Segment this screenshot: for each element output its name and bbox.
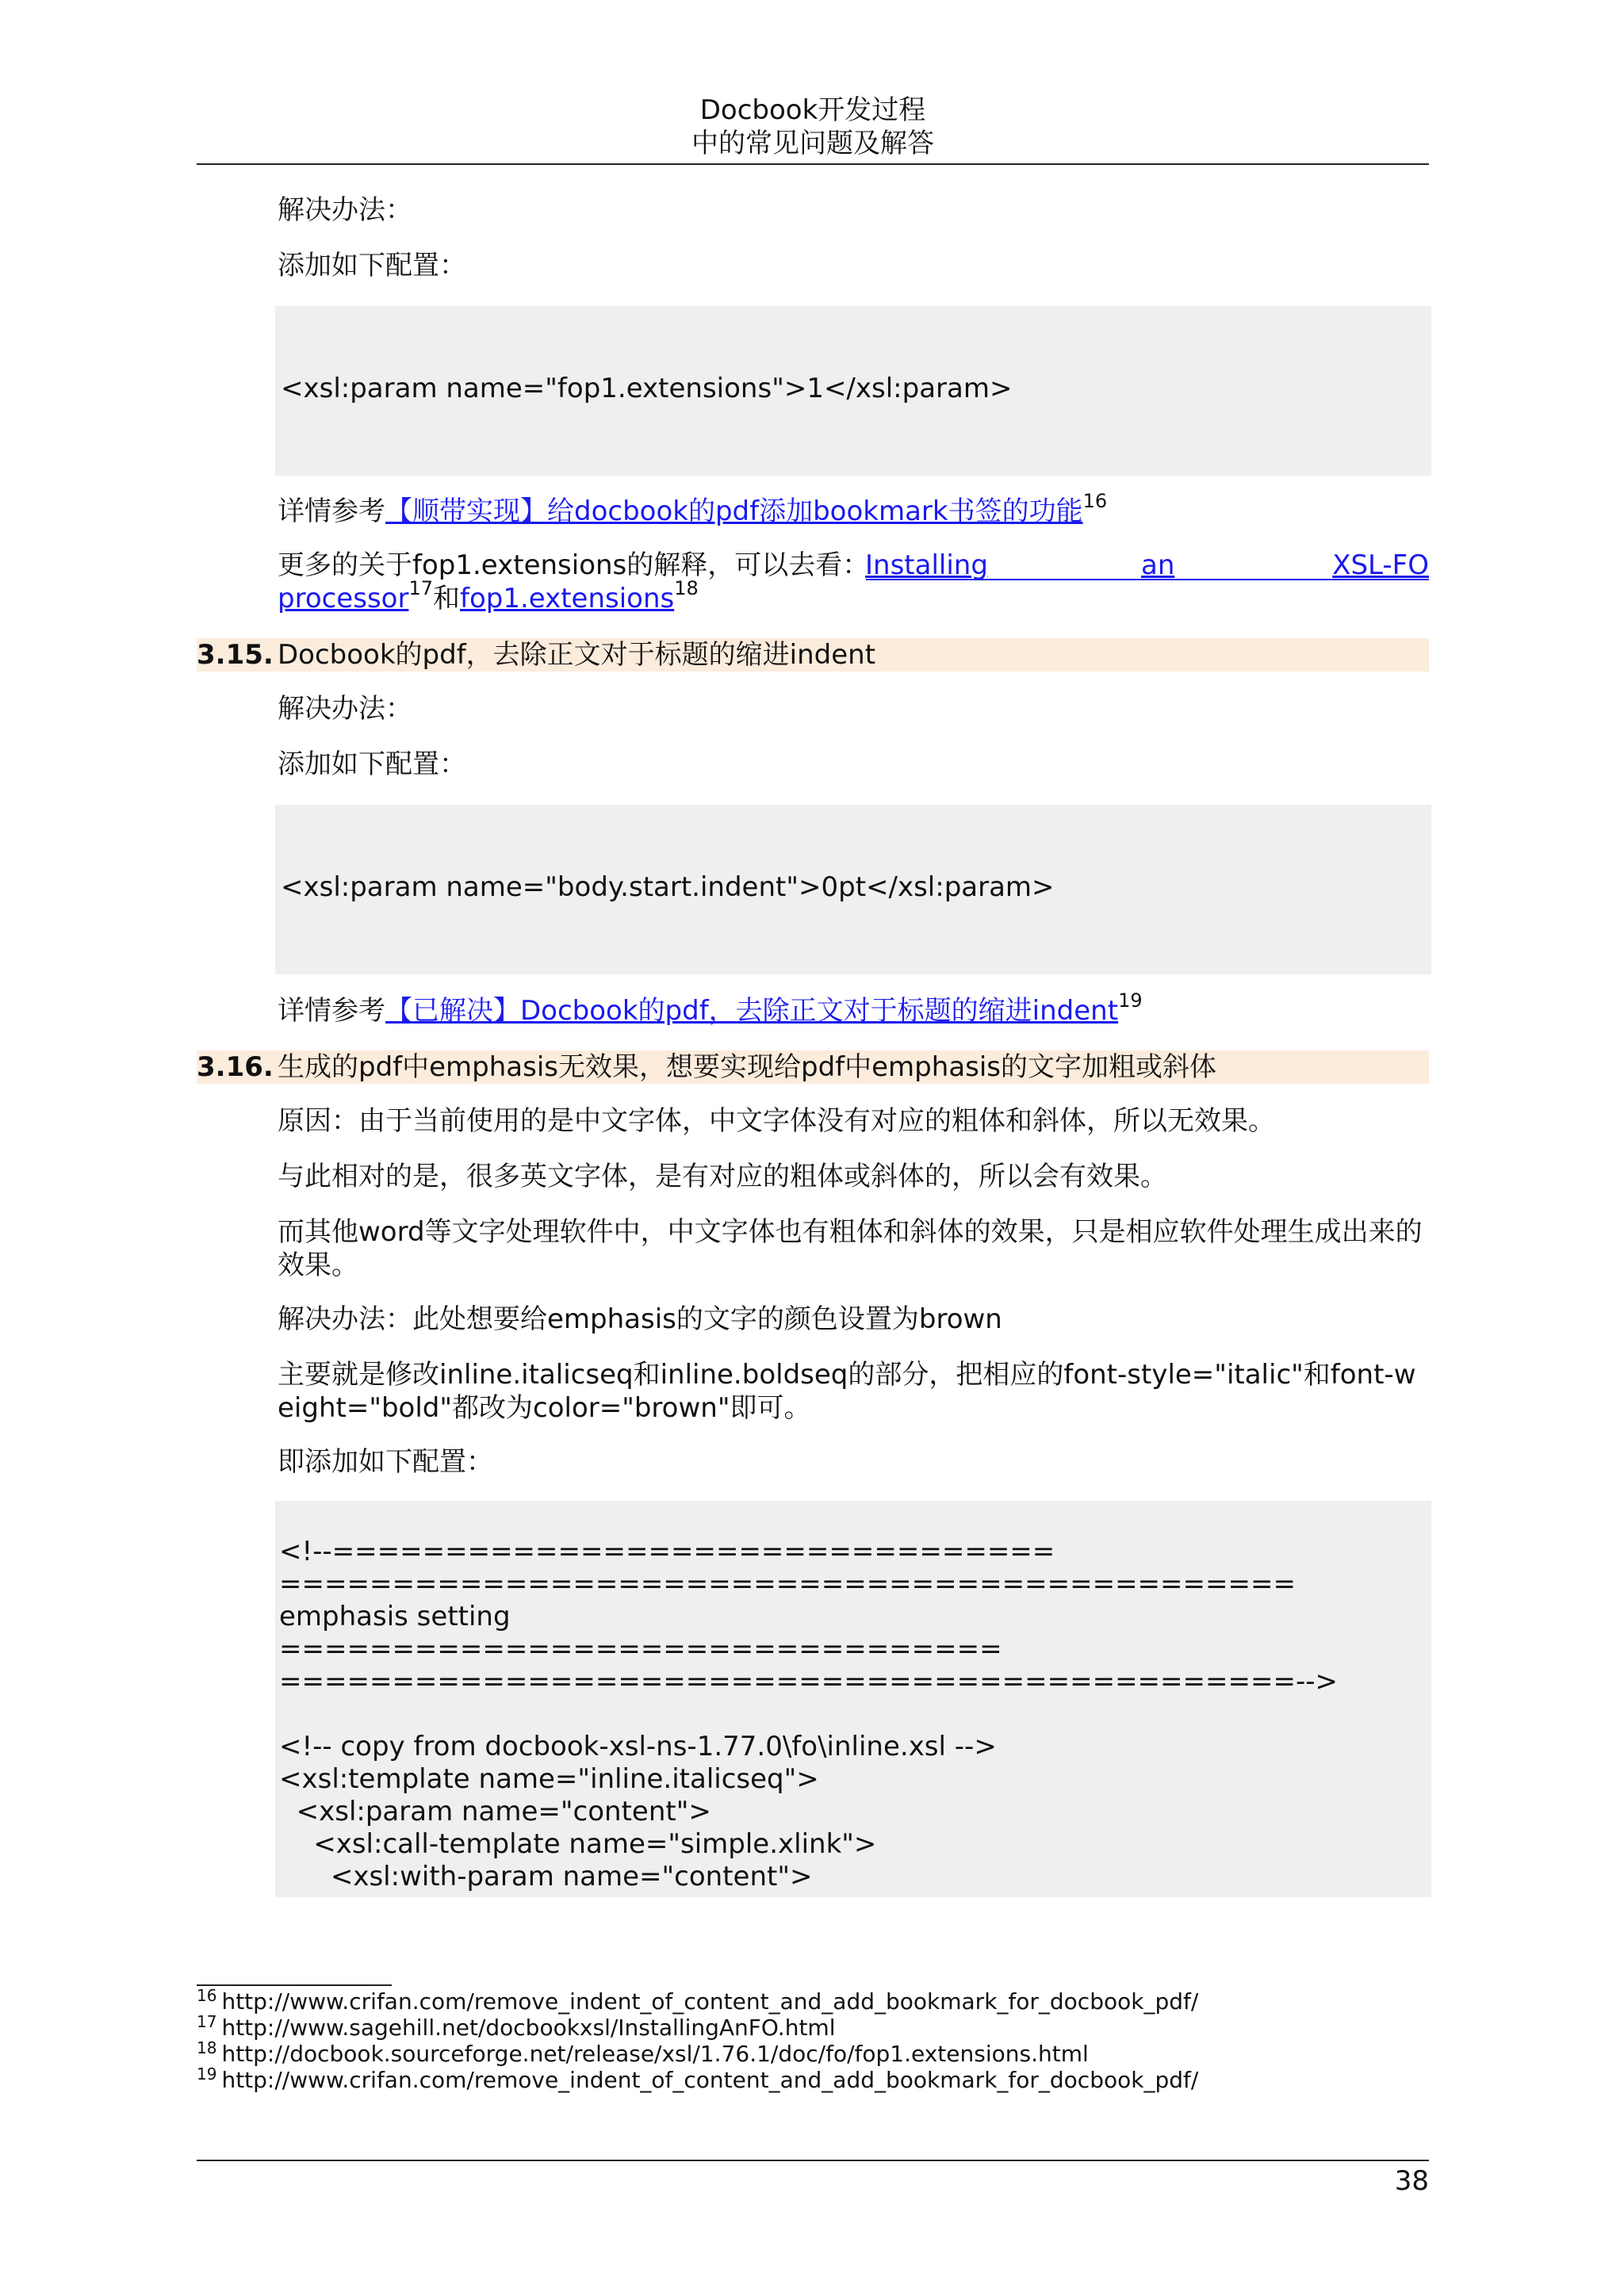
reference-link-indent[interactable]: 【已解决】Docbook的pdf，去除正文对于标题的缩进indent bbox=[385, 995, 1119, 1027]
header-title-line1: Docbook开发过程 bbox=[699, 94, 926, 126]
running-header bbox=[197, 94, 1429, 160]
link-processor[interactable]: processor bbox=[278, 583, 409, 614]
and-text: 和 bbox=[432, 583, 460, 614]
link-an[interactable]: an bbox=[1141, 549, 1175, 581]
link-fop1-extensions[interactable]: fop1.extensions bbox=[459, 583, 675, 614]
footnote-ref-18[interactable]: 18 bbox=[674, 577, 699, 599]
code-text: <xsl:param name="fop1.extensions">1</xsl:param> bbox=[281, 373, 1013, 404]
paragraph-solution: 解决办法：此处想要给emphasis的文字的颜色设置为brown bbox=[278, 1303, 1002, 1335]
header-rule bbox=[197, 163, 1429, 165]
section-heading-3-16 bbox=[197, 1050, 1429, 1084]
page-number: 38 bbox=[1394, 2165, 1429, 2197]
footnote-19: $^{19}$ http://www.crifan.com/remove_indent_of_content_and_add_bookmark_for_docbook_pdf/ bbox=[197, 2064, 1199, 2093]
reference-paragraph bbox=[278, 490, 1429, 528]
reference-prefix: 详情参考 bbox=[278, 496, 385, 527]
add-config-label: 添加如下配置： bbox=[278, 250, 466, 281]
paragraph-contrast: 与此相对的是，很多英文字体，是有对应的粗体或斜体的，所以会有效果。 bbox=[278, 1161, 1167, 1192]
footnote-ref-16[interactable]: 16 bbox=[1082, 490, 1108, 512]
footnote-17: $^{17}$ http://www.sagehill.net/docbookxsl/InstallingAnFO.html bbox=[197, 2012, 836, 2041]
add-config-label: 即添加如下配置： bbox=[278, 1446, 493, 1478]
reference-paragraph bbox=[278, 989, 1429, 1027]
footnote-18: $^{18}$ http://docbook.sourceforge.net/release/xsl/1.76.1/doc/fo/fop1.extensions.html bbox=[197, 2038, 1089, 2067]
reference-prefix: 详情参考 bbox=[278, 995, 385, 1027]
more-info-line bbox=[278, 549, 1429, 582]
footer-rule bbox=[197, 2160, 1429, 2161]
section-title: 生成的pdf中emphasis无效果，想要实现给pdf中emphasis的文字加粗或斜体 bbox=[278, 1051, 1217, 1083]
paragraph-reason: 原因：由于当前使用的是中文字体，中文字体没有对应的粗体和斜体，所以无效果。 bbox=[278, 1105, 1275, 1137]
footnote-16: $^{16}$ http://www.crifan.com/remove_indent_of_content_and_add_bookmark_for_docbook_pdf/ bbox=[197, 1986, 1199, 2015]
code-text: <!--================================ ============================================= emphasis setting ================================ =============================================--> <!-- copy from docbook-xsl-ns-1.77.0\fo\inline.xsl --> <xsl:template name="inline.italicseq"> <xsl:param name="content"> <xsl:call-template name="simple.xlink"> <xsl:with-param name="content"> bbox=[279, 1536, 1338, 1892]
reference-link-bookmark[interactable]: 【顺带实现】给docbook的pdf添加bookmark书签的功能 bbox=[385, 496, 1083, 527]
link-installing[interactable]: Installing bbox=[865, 549, 988, 581]
link-xsl-fo[interactable]: XSL-FO bbox=[1332, 549, 1429, 581]
header-title-line2: 中的常见问题及解答 bbox=[691, 128, 934, 159]
paragraph-modify: 主要就是修改inline.italicseq和inline.boldseq的部分，把相应的font-style="italic"和font-weight="bold"都改为color="brown"即可。 bbox=[278, 1359, 1416, 1424]
more-info-prefix: 更多的关于fop1.extensions的解释，可以去看： bbox=[278, 549, 870, 581]
code-text: <xsl:param name="body.start.indent">0pt</xsl:param> bbox=[281, 871, 1055, 903]
footnote-ref-19[interactable]: 19 bbox=[1118, 989, 1143, 1012]
footnote-rule bbox=[197, 1984, 392, 1986]
solution-label: 解决办法： bbox=[278, 194, 412, 226]
footnote-ref-17[interactable]: 17 bbox=[408, 577, 433, 599]
footnotes bbox=[197, 1988, 1198, 2093]
solution-label: 解决办法： bbox=[278, 693, 412, 725]
more-info-line2 bbox=[278, 577, 1429, 615]
section-number: 3.15. bbox=[197, 639, 274, 671]
section-heading-3-15 bbox=[197, 638, 1429, 672]
section-title: Docbook的pdf，去除正文对于标题的缩进indent bbox=[278, 639, 876, 671]
paragraph-other-software: 而其他word等文字处理软件中，中文字体也有粗体和斜体的效果，只是相应软件处理生成出来的效果。 bbox=[278, 1216, 1423, 1281]
section-number: 3.16. bbox=[197, 1051, 274, 1083]
add-config-label: 添加如下配置： bbox=[278, 748, 466, 780]
